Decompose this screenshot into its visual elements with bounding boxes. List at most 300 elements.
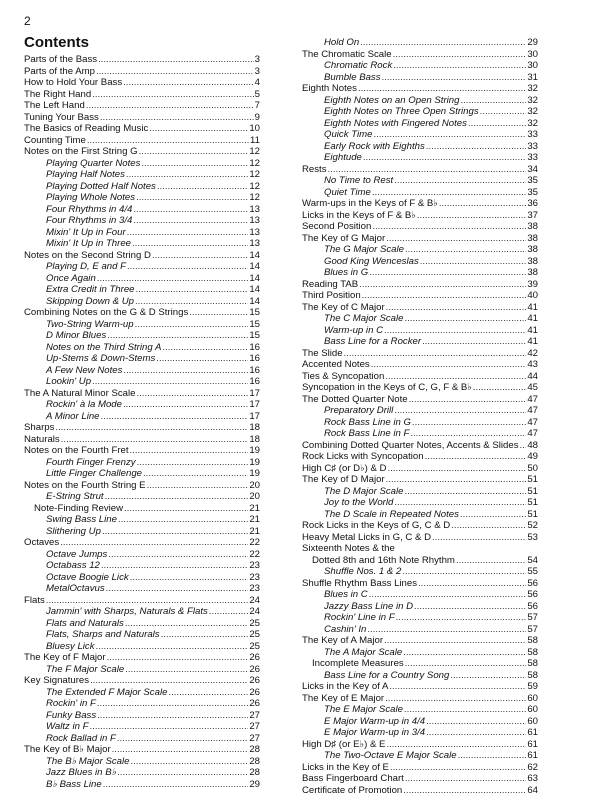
toc-entry-title: Warm-ups in the Keys of F & B♭	[302, 198, 438, 209]
toc-entry-page: 44	[527, 370, 538, 382]
toc-entry-page: 12	[249, 169, 260, 180]
toc-entry-page: 61	[527, 727, 538, 738]
toc-entry-title: Notes on the Fourth Fret	[24, 445, 129, 456]
toc-entry-title: Four Rhythms in 4/4	[46, 203, 133, 215]
dot-leader	[386, 302, 527, 314]
toc-entry-title: B♭ Bass Line	[46, 778, 102, 790]
toc-entry	[24, 710, 260, 722]
dot-leader	[106, 583, 249, 595]
toc-entry	[24, 779, 260, 791]
toc-entry-title: Bass Line for a Country Song	[324, 669, 450, 681]
toc-entry-page: 43	[527, 359, 538, 370]
toc-entry-title: Eighth Notes with Fingered Notes	[324, 117, 467, 129]
toc-entry	[302, 233, 538, 245]
toc-entry	[24, 756, 260, 768]
toc-entry-title: The Right Hand	[24, 88, 92, 100]
dot-leader	[405, 244, 526, 256]
toc-entry-page: 57	[527, 623, 538, 635]
dot-leader	[404, 704, 526, 716]
dot-leader	[123, 399, 248, 411]
dot-leader	[87, 135, 249, 147]
toc-entry	[302, 762, 538, 774]
toc-entry	[302, 221, 538, 233]
dot-leader	[108, 549, 248, 561]
dot-leader	[101, 560, 248, 572]
dot-leader	[412, 417, 526, 429]
toc-entry-page: 34	[527, 163, 538, 175]
toc-entry-page: 16	[249, 341, 260, 353]
toc-entry-page: 35	[527, 175, 538, 186]
toc-entry-title: The Extended F Major Scale	[46, 686, 168, 698]
dot-leader	[422, 336, 526, 348]
toc-entry	[24, 560, 260, 572]
toc-entry	[302, 486, 538, 498]
toc-entry-page: 14	[249, 295, 260, 307]
toc-entry-page: 25	[249, 640, 260, 652]
dot-leader	[409, 394, 527, 406]
toc-entry-title: Little Finger Challenge	[46, 468, 142, 479]
toc-entry	[302, 670, 538, 682]
toc-entry	[24, 296, 260, 308]
toc-entry-page: 41	[527, 313, 538, 324]
toc-entry	[302, 49, 538, 61]
toc-entry-title: Fourth Finger Frenzy	[46, 456, 136, 468]
toc-entry-title: MetalOctavus	[46, 583, 105, 594]
toc-entry-page: 26	[249, 663, 260, 675]
toc-entry-title: Parts of the Bass	[24, 54, 98, 65]
toc-entry-page: 58	[527, 635, 538, 646]
dot-leader	[328, 164, 527, 176]
toc-entry-title: Slithering Up	[46, 525, 101, 537]
toc-entry-title: The Two-Octave E Major Scale	[324, 750, 457, 761]
dot-leader	[189, 307, 248, 319]
dot-leader	[458, 750, 527, 762]
toc-entry-title: Dotted 8th and 16th Note Rhythm	[312, 554, 455, 566]
toc-entry-page: 25	[249, 617, 260, 629]
dot-leader	[363, 152, 526, 164]
toc-entry	[24, 238, 260, 250]
toc-entry-title: Preparatory Drill	[324, 405, 394, 416]
dot-leader	[382, 72, 527, 84]
toc-entry-page: 52	[527, 520, 538, 531]
dot-leader	[426, 727, 526, 739]
dot-leader	[161, 629, 249, 641]
toc-entry-page: 61	[527, 738, 538, 750]
toc-entry-title: Rests	[302, 163, 327, 175]
toc-entry-page: 13	[249, 215, 260, 226]
toc-entry-page: 32	[527, 94, 538, 106]
dot-leader	[136, 284, 249, 296]
dot-leader	[143, 468, 248, 480]
toc-entry-title: Syncopation in the Keys of C, G, F & B♭	[302, 382, 472, 393]
toc-entry	[24, 549, 260, 561]
dot-leader	[420, 256, 527, 268]
toc-entry-title: Playing Quarter Notes	[46, 157, 141, 169]
toc-entry	[24, 215, 260, 227]
dot-leader	[359, 279, 526, 291]
toc-entry-title: The Left Hand	[24, 100, 85, 111]
dot-leader	[97, 710, 248, 722]
toc-entry-title: Bluesy Lick	[46, 640, 95, 652]
toc-entry-title: Combining Notes on the G & D Strings	[24, 307, 189, 318]
toc-entry	[302, 313, 538, 325]
toc-entry	[302, 463, 538, 475]
toc-entry-page: 30	[527, 48, 538, 60]
toc-entry	[24, 112, 260, 124]
toc-entry-page: 38	[527, 232, 538, 244]
toc-entry-title: Quick Time	[324, 129, 373, 140]
toc-entry-page: 59	[527, 681, 538, 692]
dot-leader	[133, 215, 248, 227]
dot-leader	[394, 497, 526, 509]
toc-entry-title: Hold On	[324, 37, 360, 48]
toc-entry-title: Combining Dotted Quarter Notes, Accents & Slides	[302, 439, 519, 451]
toc-entry-title: The Basics of Reading Music	[24, 123, 149, 134]
toc-entry-page: 60	[527, 692, 538, 704]
toc-entry	[302, 198, 538, 210]
toc-entry-page: 7	[254, 100, 260, 111]
toc-entry-page: 38	[527, 221, 538, 232]
dot-leader	[386, 739, 526, 751]
toc-entry-page: 24	[249, 606, 260, 617]
toc-entry-page: 11	[250, 134, 260, 146]
toc-entry-page: 14	[249, 249, 260, 261]
toc-left-column	[24, 54, 260, 790]
dot-leader	[473, 382, 526, 394]
toc-entry	[302, 371, 538, 383]
dot-leader	[369, 589, 527, 601]
toc-entry-page: 33	[527, 152, 538, 163]
toc-entry	[24, 342, 260, 354]
toc-entry-page: 42	[527, 347, 538, 359]
toc-entry-page: 26	[249, 686, 260, 698]
toc-entry-page: 51	[527, 497, 538, 508]
toc-entry-page: 54	[527, 554, 538, 566]
dot-leader	[117, 767, 248, 779]
toc-entry-title: Rockin' Line in F	[324, 612, 395, 623]
toc-entry-page: 39	[527, 278, 538, 290]
toc-entry-title: Counting Time	[24, 134, 86, 146]
dot-leader	[123, 365, 248, 377]
toc-entry	[302, 578, 538, 590]
toc-entry-page: 51	[527, 485, 538, 497]
toc-entry-title: Notes on the Fourth String E	[24, 479, 146, 491]
toc-entry	[302, 451, 538, 463]
toc-entry-page: 15	[249, 307, 260, 318]
dot-leader	[60, 537, 248, 549]
toc-entry-title: Chromatic Rock	[324, 60, 393, 71]
dot-leader	[402, 566, 526, 578]
toc-entry	[24, 733, 260, 745]
dot-leader	[97, 698, 249, 710]
toc-entry-title: Notes on the Third String A	[46, 341, 162, 353]
dot-leader	[389, 681, 526, 693]
dot-leader	[403, 785, 526, 797]
toc-entry	[24, 445, 260, 457]
toc-entry-title: Funky Bass	[46, 709, 97, 721]
dot-leader	[100, 112, 254, 124]
toc-entry-title: Bass Fingerboard Chart	[302, 773, 404, 784]
toc-entry	[302, 532, 538, 544]
toc-entry-title: Rock Ballad in F	[46, 732, 116, 744]
dot-leader	[117, 733, 248, 745]
toc-entry	[24, 595, 260, 607]
dot-leader	[92, 376, 248, 388]
toc-entry-page: 57	[527, 612, 538, 623]
dot-leader	[130, 572, 249, 584]
toc-entry	[24, 468, 260, 480]
toc-entry	[24, 744, 260, 756]
toc-entry-page: 24	[249, 594, 260, 606]
toc-entry-title: Octaves	[24, 537, 60, 548]
toc-entry-title: Shuffle Rhythm Bass Lines	[302, 577, 418, 589]
toc-entry	[24, 307, 260, 319]
toc-entry	[302, 382, 538, 394]
toc-entry-title: Mixin' It Up in Four	[46, 226, 126, 238]
toc-entry	[302, 612, 538, 624]
toc-entry-title: Eighth Notes on Three Open Strings	[324, 106, 479, 117]
toc-entry-title: Rockin' à la Mode	[46, 399, 122, 410]
toc-entry	[24, 664, 260, 676]
toc-entry	[24, 629, 260, 641]
toc-entry	[302, 83, 538, 95]
toc-entry-page: 14	[249, 272, 260, 284]
toc-entry-title: Rock Bass Line in G	[324, 416, 411, 428]
toc-entry-title: Mixin' It Up in Three	[46, 238, 132, 249]
toc-entry-title: High C♯ (or D♭) & D	[302, 462, 387, 474]
toc-entry	[24, 192, 260, 204]
toc-entry	[302, 693, 538, 705]
dot-leader	[451, 520, 526, 532]
toc-entry-page: 40	[527, 290, 538, 301]
toc-entry-title: Good King Wenceslas	[324, 255, 419, 267]
dot-leader	[426, 716, 526, 728]
dot-leader	[125, 664, 248, 676]
toc-entry	[24, 100, 260, 112]
toc-entry	[302, 256, 538, 268]
toc-entry	[24, 641, 260, 653]
dot-leader	[456, 555, 526, 567]
toc-entry-title: E Major Warm-up in 4/4	[324, 715, 426, 727]
toc-entry-page: 50	[527, 462, 538, 474]
dot-leader	[118, 514, 248, 526]
dot-leader	[393, 49, 527, 61]
toc-entry-title: Certificate of Promotion	[302, 784, 403, 796]
toc-entry-page: 3	[254, 65, 260, 77]
toc-entry-page: 38	[527, 267, 538, 278]
toc-entry-page: 62	[527, 761, 538, 773]
dot-leader	[362, 290, 527, 302]
toc-entry	[302, 279, 538, 291]
dot-leader	[480, 106, 527, 118]
dot-leader	[393, 60, 526, 72]
toc-entry-page: 53	[527, 531, 538, 543]
dot-leader	[96, 66, 254, 78]
toc-entry-page: 27	[249, 732, 260, 744]
dot-leader	[61, 434, 249, 446]
dot-leader	[385, 371, 526, 383]
toc-entry-title: Accented Notes	[302, 359, 370, 370]
dot-leader	[414, 601, 526, 613]
toc-entry-page: 28	[249, 755, 260, 767]
dot-leader	[372, 187, 526, 199]
toc-entry-title: The A Major Scale	[324, 646, 403, 658]
toc-entry-title: Shuffle Nos. 1 & 2	[324, 566, 402, 577]
toc-entry	[302, 141, 538, 153]
toc-entry	[302, 37, 538, 49]
toc-entry	[302, 555, 538, 567]
dot-leader	[369, 267, 526, 279]
dot-leader	[468, 118, 526, 130]
toc-entry	[302, 72, 538, 84]
toc-entry-title: Reading TAB	[302, 278, 359, 290]
toc-entry-title: Joy to the World	[324, 497, 394, 508]
toc-entry	[24, 503, 260, 515]
toc-entry-page: 18	[249, 422, 260, 433]
toc-entry-title: Eighth Notes on an Open String	[324, 94, 460, 106]
toc-entry-title: Blues in C	[324, 589, 368, 600]
toc-entry-page: 9	[254, 111, 260, 123]
toc-entry	[302, 187, 538, 199]
toc-entry-title: Playing Dotted Half Notes	[46, 180, 156, 192]
dot-leader	[127, 227, 249, 239]
toc-entry-title: Swing Bass Line	[46, 514, 117, 525]
toc-entry-page: 17	[249, 387, 260, 399]
toc-entry-title: Two-String Warm-up	[46, 318, 134, 330]
toc-entry	[302, 405, 538, 417]
toc-entry	[302, 727, 538, 739]
toc-entry-page: 15	[249, 330, 260, 341]
toc-entry	[302, 739, 538, 751]
toc-entry-title: Early Rock with Eighths	[324, 140, 425, 152]
toc-entry-page: 32	[527, 83, 538, 94]
toc-entry-title: Jazz Blues in B♭	[46, 767, 117, 778]
toc-entry-title: Playing Whole Notes	[46, 192, 136, 203]
toc-entry	[302, 520, 538, 532]
toc-entry-page: 48	[527, 439, 538, 451]
dot-leader	[130, 756, 248, 768]
toc-entry-page: 56	[527, 577, 538, 589]
dot-leader	[152, 250, 248, 262]
toc-entry-page: 14	[249, 261, 260, 272]
toc-entry-page: 47	[527, 428, 538, 439]
toc-entry-title: No Time to Rest	[324, 175, 394, 186]
dot-leader	[168, 687, 248, 699]
dot-leader	[386, 233, 526, 245]
toc-entry	[24, 537, 260, 549]
dot-leader	[156, 353, 248, 365]
toc-entry-title: Lookin' Up	[46, 376, 92, 387]
toc-entry	[24, 526, 260, 538]
toc-entry	[24, 376, 260, 388]
contents-heading: Contents	[24, 34, 89, 51]
dot-leader	[55, 422, 248, 434]
toc-entry-page: 31	[527, 71, 538, 83]
toc-entry	[24, 284, 260, 296]
toc-entry	[302, 509, 538, 521]
dot-leader	[367, 624, 526, 636]
toc-entry	[302, 647, 538, 659]
dot-leader	[386, 474, 527, 486]
toc-entry-title: Playing Half Notes	[46, 169, 125, 180]
toc-entry-page: 30	[527, 60, 538, 71]
toc-entry-title: Incomplete Measures	[312, 658, 404, 669]
toc-entry-title: Sharps	[24, 422, 55, 433]
toc-entry-page: 16	[249, 353, 260, 364]
toc-entry-page: 56	[527, 600, 538, 612]
toc-entry-title: Octave Jumps	[46, 548, 108, 560]
dot-leader	[425, 451, 527, 463]
toc-entry-page: 41	[527, 336, 538, 347]
toc-entry-page: 29	[249, 778, 260, 790]
toc-entry-page: 60	[527, 704, 538, 715]
toc-entry-title: Rock Bass Line in F	[324, 428, 410, 439]
toc-entry	[302, 428, 538, 440]
toc-entry	[24, 491, 260, 503]
toc-entry	[24, 169, 260, 181]
toc-entry-title: The Key of F Major	[24, 652, 106, 663]
toc-entry	[302, 95, 538, 107]
toc-entry-page: 37	[527, 209, 538, 221]
dot-leader	[105, 491, 249, 503]
toc-entry-title: Tuning Your Bass	[24, 111, 99, 123]
toc-entry-page: 36	[527, 198, 538, 209]
toc-entry-title: Rockin' in F	[46, 698, 96, 709]
dot-leader	[147, 480, 249, 492]
toc-entry	[302, 118, 538, 130]
toc-entry-title: The Dotted Quarter Note	[302, 393, 408, 405]
dot-leader	[135, 319, 249, 331]
toc-entry-page: 12	[249, 180, 260, 192]
toc-entry-page: 38	[527, 255, 538, 267]
dot-leader	[107, 652, 249, 664]
toc-entry	[24, 434, 260, 446]
toc-entry	[24, 54, 260, 66]
toc-entry-page: 33	[527, 140, 538, 152]
toc-entry-page: 5	[254, 88, 260, 100]
toc-entry-title: The C Major Scale	[324, 313, 404, 324]
toc-entry-title: The Slide	[302, 347, 343, 359]
toc-entry-page: 17	[249, 410, 260, 422]
dot-leader	[372, 221, 526, 233]
toc-entry-title: Up-Stems & Down-Stems	[46, 353, 156, 364]
toc-entry-title: Note-Finding Review	[34, 502, 124, 514]
dot-leader	[373, 129, 526, 141]
toc-entry-page: 16	[249, 364, 260, 376]
toc-entry-page: 64	[527, 784, 538, 796]
toc-entry	[302, 325, 538, 337]
toc-entry-title: Key Signatures	[24, 675, 90, 686]
toc-entry-page: 60	[527, 715, 538, 727]
dot-leader	[139, 146, 249, 158]
toc-entry	[24, 480, 260, 492]
toc-entry-title: The A Natural Minor Scale	[24, 387, 136, 399]
toc-entry	[24, 399, 260, 411]
toc-entry	[302, 210, 538, 222]
dot-leader	[439, 198, 526, 210]
toc-entry	[24, 675, 260, 687]
toc-entry	[302, 348, 538, 360]
toc-entry-page: 14	[249, 284, 260, 295]
toc-entry-title: High D♯ (or E♭) & E	[302, 738, 386, 750]
toc-entry-title: Notes on the First String G	[24, 146, 138, 157]
dot-leader	[126, 169, 248, 181]
toc-entry	[24, 330, 260, 342]
toc-entry-title: Extra Credit in Three	[46, 284, 135, 295]
dot-leader	[384, 325, 526, 337]
toc-entry-page: 63	[527, 773, 538, 784]
toc-entry-page: 20	[249, 479, 260, 491]
